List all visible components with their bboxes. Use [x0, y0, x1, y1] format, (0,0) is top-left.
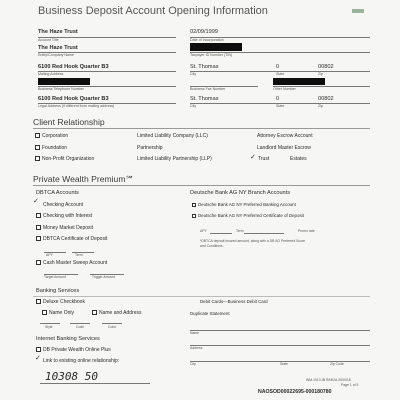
deutsche-heading: Deutsche Bank AG NY Branch Accounts — [190, 190, 291, 196]
color-line — [102, 323, 122, 324]
option-checking-account[interactable]: Checking Account — [43, 202, 84, 208]
entity-name-value: The Haze Trust — [38, 45, 78, 51]
term2-caption: Term — [236, 229, 244, 233]
date-caption: Date of Incorporation — [190, 38, 224, 42]
link-existing-line — [40, 383, 150, 384]
state-2-caption: State — [276, 104, 285, 108]
mailing-caption: Mailing Address — [38, 72, 64, 76]
taxpayer-id-redaction — [190, 43, 242, 51]
document-title: Business Deposit Account Opening Information — [38, 5, 268, 17]
state-1-value: 0 — [276, 64, 280, 70]
account-title-value: The Haze Trust — [38, 29, 78, 35]
client-relationship-heading: Client Relationship — [33, 117, 105, 127]
dup-state-caption: State — [280, 362, 288, 366]
account-title-caption: Account Title — [38, 38, 59, 42]
non-profit-checkbox[interactable] — [35, 156, 40, 161]
checking-interest-checkbox[interactable] — [36, 213, 41, 218]
header-mark — [352, 9, 364, 13]
city-line-2 — [190, 103, 370, 104]
state-1-caption: State — [276, 72, 285, 76]
entity-caption: Entity/Company Name — [38, 53, 74, 57]
option-link-existing[interactable]: Link to existing online relationship: — [43, 358, 120, 364]
preferred-certificate-checkbox[interactable] — [192, 214, 196, 218]
city-2-caption: City — [190, 104, 197, 108]
online-plus-checkbox[interactable] — [36, 347, 41, 352]
option-deluxe-checkbook[interactable]: Deluxe Checkbook — [36, 299, 85, 305]
option-landlord-escrow[interactable]: Landlord Master Escrow — [257, 145, 311, 151]
certificate-deposit-checkbox[interactable] — [36, 236, 41, 241]
trust-check-mark-icon: ✓ — [250, 154, 256, 161]
code-line — [70, 323, 90, 324]
option-foundation[interactable]: Foundation — [35, 145, 67, 151]
bates-number: NAOSOD00022695-000180780 — [258, 389, 332, 395]
option-attorney-escrow[interactable]: Attorney Escrow Account — [257, 133, 313, 139]
apy2-line — [210, 233, 232, 234]
option-partnership[interactable]: Partnership — [137, 145, 163, 151]
dbtca-heading: DBTCA Accounts — [36, 190, 79, 196]
option-money-market[interactable]: Money Market Deposit — [36, 225, 93, 231]
city-1-value: St. Thomas — [190, 64, 219, 70]
target-caption: Target Amount — [44, 275, 66, 279]
dup-address-line — [190, 345, 370, 346]
zip-2-value: 00802 — [318, 96, 334, 102]
option-non-profit[interactable]: Non-Profit Organization — [35, 156, 94, 162]
handwritten-relationship-number: 10308 50 — [45, 370, 98, 383]
legal-address-value: 6100 Red Hook Quarter B3 — [38, 96, 109, 102]
promo-caption: Promo rate — [298, 229, 315, 233]
private-wealth-rule — [33, 185, 370, 186]
dup-address-caption: Address — [190, 346, 203, 350]
option-name-address[interactable]: Name and Address — [92, 310, 142, 316]
option-preferred-banking[interactable]: Deutsche Bank AG NY Preferred Banking Account — [192, 202, 296, 207]
debit-cards-label: Debit Cards—Business Debit Card — [200, 299, 268, 304]
private-wealth-heading: Private Wealth Premium℠ — [33, 174, 135, 184]
mailing-address-value: 6100 Red Hook Quarter B3 — [38, 64, 109, 70]
option-corporation[interactable]: Corporation — [35, 133, 68, 139]
client-relationship-rule — [33, 128, 370, 129]
dup-name-caption: Name — [190, 331, 200, 335]
zip-1-value: 00802 — [318, 64, 334, 70]
other-number-redaction — [273, 78, 325, 85]
trigger-caption: Trigger Amount — [92, 275, 116, 279]
apy-caption: APY — [46, 253, 53, 257]
internet-banking-heading: Internet Banking Services — [36, 336, 100, 342]
dup-zip-caption: Zip Code — [330, 362, 344, 366]
option-preferred-certificate[interactable]: Deutsche Bank AG NY Preferred Certificate of Deposit — [192, 213, 304, 218]
business-phone-caption: Business Telephone Number — [38, 87, 84, 91]
name-only-checkbox[interactable] — [42, 310, 47, 315]
corporation-checkbox[interactable] — [35, 133, 40, 138]
term-caption: Term — [75, 253, 83, 257]
option-trust[interactable]: Trust — [258, 156, 270, 162]
option-online-plus[interactable]: DB Private Wealth Online Plus — [36, 347, 111, 353]
fine-print-1: *DBTCA deposit insured amount, along with a DB AG Preferred Score — [200, 239, 305, 243]
taxpayer-caption: Taxpayer ID Number (TIN) — [190, 53, 233, 57]
business-phone-redaction — [38, 78, 90, 85]
option-checking-interest[interactable]: Checking with Interest — [36, 213, 92, 219]
name-address-checkbox[interactable] — [92, 310, 97, 315]
zip-1-caption: Zip — [318, 72, 323, 76]
color-caption: Color — [108, 325, 117, 329]
dup-name-line — [190, 330, 370, 331]
option-sweep[interactable]: Cash Master Sweep Account — [36, 260, 107, 266]
date-value: 02/09/1999 — [190, 29, 218, 35]
sweep-checkbox[interactable] — [36, 260, 41, 265]
option-certificate-deposit[interactable]: DBTCA Certificate of Deposit — [36, 236, 107, 242]
state-2-value: 0 — [276, 96, 280, 102]
zip-2-caption: Zip — [318, 104, 323, 108]
option-name-only[interactable]: Name Only — [42, 310, 74, 316]
city-line-1 — [190, 71, 370, 72]
city-2-value: St. Thomas — [190, 96, 219, 102]
deluxe-checkbook-checkbox[interactable] — [36, 299, 41, 304]
fine-print-2: and Conditions. — [200, 244, 224, 248]
style-caption: Style — [45, 325, 53, 329]
other-number-caption: Other Number — [273, 87, 296, 91]
checking-check-mark-icon: ✓ — [33, 198, 39, 205]
dup-city-caption: City — [190, 362, 196, 366]
business-fax-caption: Business Fax Number — [190, 87, 226, 91]
code-caption: Code — [76, 325, 85, 329]
legal-caption: Legal Address (if different from mailing address) — [38, 104, 115, 108]
option-estates[interactable]: Estates — [290, 156, 307, 162]
duplicate-statement-label: Duplicate Statement — [190, 311, 230, 316]
option-llc[interactable]: Limited Liability Company (LLC) — [137, 133, 208, 139]
banking-services-rule — [33, 296, 370, 297]
apy2-caption: APY — [200, 229, 207, 233]
form-number: WM-1013-IB R/MI2A-2000/18 — [306, 378, 351, 382]
page-number: Page 1 of 5 — [341, 383, 359, 387]
term2-line — [244, 233, 284, 234]
city-1-caption: City — [190, 72, 197, 76]
option-llp[interactable]: Limited Liability Partnership (LLP) — [137, 156, 212, 162]
account-title-line — [38, 37, 176, 38]
link-check-mark-icon: ✓ — [35, 355, 41, 362]
banking-services-heading: Banking Services — [36, 288, 80, 294]
preferred-banking-checkbox[interactable] — [192, 203, 196, 207]
foundation-checkbox[interactable] — [35, 145, 40, 150]
style-line — [40, 323, 60, 324]
money-market-checkbox[interactable] — [36, 225, 41, 230]
